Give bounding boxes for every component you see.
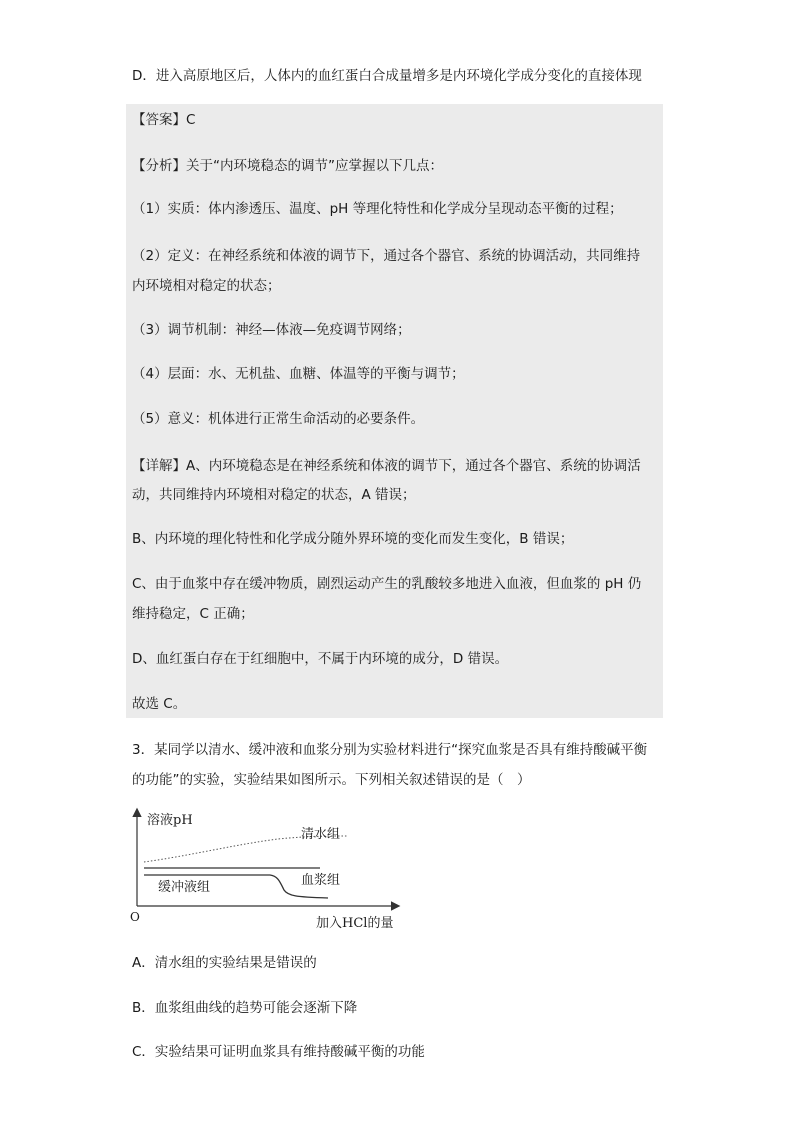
analysis-intro: 【分析】关于“内环境稳态的调节”应掌握以下几点： <box>132 158 443 174</box>
option-d-previous: D．进入高原地区后，人体内的血红蛋白合成量增多是内环境化学成分变化的直接体现 <box>132 68 642 84</box>
detail-d: D、血红蛋白存在于红细胞中，不属于内环境的成分，D 错误。 <box>132 651 509 667</box>
answer-line: 【答案】C <box>132 112 196 128</box>
analysis-point-3: （3）调节机制：神经—体液—免疫调节网络； <box>132 322 411 338</box>
detail-conclusion: 故选 C。 <box>132 696 187 712</box>
plasma-group-label: 血浆组 <box>301 873 341 888</box>
option-c: C．实验结果可证明血浆具有维持酸碱平衡的功能 <box>132 1044 425 1060</box>
question-3-line-2: 的功能”的实验，实验结果如图所示。下列相关叙述错误的是（ ） <box>132 772 531 788</box>
detail-a-line-2: 动，共同维持内环境相对稳定的状态，A 错误； <box>132 487 416 503</box>
water-group-label: 清水组 <box>301 827 341 842</box>
analysis-point-1: （1）实质：体内渗透压、温度、pH 等理化特性和化学成分呈现动态平衡的过程； <box>132 201 623 217</box>
analysis-point-4: （4）层面：水、无机盐、血糖、体温等的平衡与调节； <box>132 366 465 382</box>
option-a: A．清水组的实验结果是错误的 <box>132 955 317 971</box>
x-axis-label: 加入HCl的量 <box>316 916 394 931</box>
analysis-point-2-line-1: （2）定义：在神经系统和体液的调节下，通过各个器官、系统的协调活动，共同维持 <box>132 248 641 264</box>
question-3-line-1: 3．某同学以清水、缓冲液和血浆分别为实验材料进行“探究血浆是否具有维持酸碱平衡 <box>132 742 648 758</box>
analysis-point-2-line-2: 内环境相对稳定的状态； <box>132 278 281 294</box>
y-axis-label: 溶液pH <box>147 813 193 828</box>
analysis-point-5: （5）意义：机体进行正常生命活动的必要条件。 <box>132 411 425 427</box>
option-b: B．血浆组曲线的趋势可能会逐渐下降 <box>132 1000 358 1016</box>
detail-c-line-1: C、由于血浆中存在缓冲物质，剧烈运动产生的乳酸较多地进入血液，但血浆的 pH 仍 <box>132 576 642 592</box>
ph-experiment-figure <box>128 806 418 934</box>
origin-label: O <box>130 910 140 924</box>
detail-b: B、内环境的理化特性和化学成分随外界环境的变化而发生变化，B 错误； <box>132 531 574 547</box>
detail-a-line-1: 【详解】A、内环境稳态是在神经系统和体液的调节下，通过各个器官、系统的协调活 <box>132 458 641 474</box>
buffer-group-label: 缓冲液组 <box>158 880 211 895</box>
detail-c-line-2: 维持稳定，C 正确； <box>132 606 254 622</box>
